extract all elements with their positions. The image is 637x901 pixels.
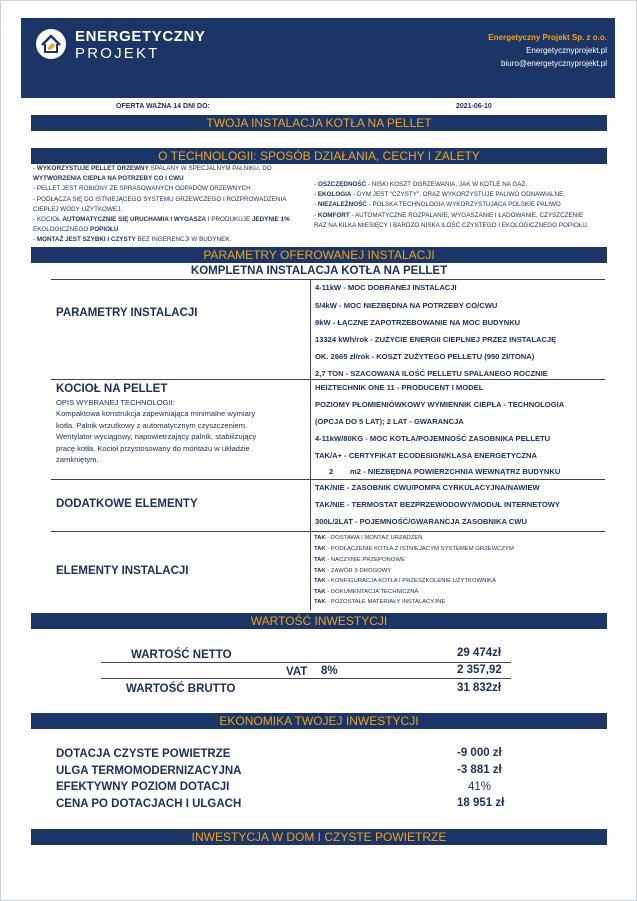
boiler-item: 4-11kW/80KG - MOC KOTŁA/POJEMNOŚĆ ZASOBNIKA PELLETU bbox=[315, 434, 551, 443]
boiler-item: (OPCJA DO 5 LAT); 2 LAT - GWARANCJA bbox=[315, 417, 464, 426]
param-item: 13324 kWh/rok - ZUŻYCIE ENERGII CIEPLNEJ PRZEZ INSTALACJĘ bbox=[315, 335, 557, 344]
technology-left-list: - WYKORZYSTUJE PELLET DRZEWNY SPALANY W SPECJALNYM PALNIKU, DO WYTWORZENIA CIEPŁA NA POTRZEBY CO I CWU - PELLET JEST ROBIONY ZE SPRASOWANYCH ODPADÓW DRZEWNYCH - PODŁĄCZA SIĘ DO ISTNIEJĄCEGO SYSTEMU GRZEWCZEGO I ROZPROWADZENIA CIEPŁEJ WODY UŻYTKOWEJ. - KOCIOŁ AUTOMATYCZNIE SIĘ URUCHAMIA I WYGASZA I PRODUKUJE JEDYNIE 1% EKOLOGICZNEGO POPIOŁU - MONTAŻ JEST SZYBKI I CZYSTY BEZ INGERENCJI W BUDYNEK. bbox=[33, 165, 290, 244]
param-item: 9kW - ŁĄCZNE ZAPOTRZEBOWANIE NA MOC BUDYNKU bbox=[315, 318, 521, 327]
section-bar-investment: INWESTYCJA W DOM I CZYSTE POWIETRZE bbox=[31, 829, 607, 845]
additional-item: TAK/NIE - ZASOBNIK CWU/POMPA CYRKULACYJNA/NAWIEW bbox=[315, 483, 540, 492]
company-website-link[interactable]: Energetycznyprojekt.pl bbox=[526, 46, 607, 55]
element-item: TAK - NACZYNIE PRZEPONOWE bbox=[314, 557, 405, 563]
boiler-area-value: 2 bbox=[329, 467, 334, 476]
divider bbox=[51, 379, 605, 380]
economics-label: ULGA TERMOMODERNIZACYJNA bbox=[56, 765, 242, 777]
brutto-value: 31 832zł bbox=[457, 682, 502, 694]
company-contact bbox=[488, 31, 607, 70]
boiler-heading: KOCIOŁ NA PELLET bbox=[56, 383, 168, 395]
economics-value: -9 000 zł bbox=[457, 747, 502, 759]
element-item: TAK - ZAWÓR 3-DROGOWY bbox=[314, 568, 392, 574]
economics-value: -3 881 zł bbox=[457, 764, 502, 776]
section-bar-value: WARTOŚĆ INWESTYCJI bbox=[31, 613, 607, 629]
param-item: OK. 2665 zł/rok - KOSZT ZUŻYTEGO PELLETU (950 Zł/TONA) bbox=[315, 352, 535, 361]
economics-value: 41% bbox=[468, 781, 492, 793]
boiler-item: HEIZTECHNIK ONE 11 - PRODUCENT I MODEL bbox=[315, 383, 484, 392]
boiler-description: OPIS WYBRANEJ TECHNOLOGII: Kompaktowa konstrukcja zapewniająca minimalne wymiary kotła. Palnik wrzutkowy z automatycznym czyszczeniem. Wentylator wyciągowy, napowietrzający palnik, stabilizujący pracę kotła. Kocioł przystosowany do montażu w układzie zamkniętym. bbox=[56, 398, 257, 465]
element-item: TAK - KONFIGURACJA KOTŁA I PRZESZKOLENIE UŻYTKOWNIKA bbox=[314, 578, 496, 584]
column-divider bbox=[310, 531, 311, 610]
technology-right-list: - OSZCZĘDNOŚĆ - NISKI KOSZT OGRZEWANIA, JAK W KOTLE NA GAZ. - EKOLOGIA - DYM JEST "CZYSTY", ORAZ WYKORZYSTUJE PALIWO ODNAWIALNE. - NIEZALEŻNOŚĆ - POLSKA TECHNOLOGIA WYKORZYSTUJĄCA POLSKIE PALIWO - KOMFORT - AUTOMATYCZNE ROZPALANIE, WYGASZANIE I ŁADOWANIE, CZYSZCZENIE RAZ NA KILKA MIESIĘCY I BARDZO NISKA ILOŚĆ CZYSTEGO I EKOLOGICZNEGO POPIOŁU. bbox=[314, 181, 589, 229]
company-name: Energetyczny Projekt Sp. z o.o. bbox=[488, 33, 607, 42]
column-divider bbox=[310, 279, 311, 379]
divider bbox=[101, 678, 511, 679]
element-item: TAK - DOSTAWA I MONTAŻ URZĄDZEŃ bbox=[314, 535, 423, 541]
netto-value: 29 474zł bbox=[457, 647, 502, 659]
column-divider bbox=[310, 479, 311, 531]
section-bar-economics: EKONOMIKA TWOJEJ INWESTYCJI bbox=[31, 713, 607, 729]
boiler-area-text: m2 - NIEZBĘDNA POWIERZCHNIA WEWNĄTRZ BUDYNKU bbox=[350, 467, 561, 476]
company-logo bbox=[33, 26, 223, 66]
vat-value: 2 357,92 bbox=[457, 664, 502, 676]
divider bbox=[51, 279, 605, 280]
boiler-item: POZIOMY PŁOMIENIÓWKOWY WYMIENNIK CIEPŁA - TECHNOLOGIA bbox=[315, 400, 565, 409]
vat-label: VAT bbox=[286, 666, 308, 678]
economics-label: DOTACJA CZYSTE POWIETRZE bbox=[56, 748, 231, 760]
element-item: TAK - DOKUMENTACJA TECHNICZNA bbox=[314, 589, 419, 595]
elements-heading: ELEMENTY INSTALACJI bbox=[56, 565, 189, 577]
offer-validity-label: OFERTA WAŻNA 14 DNI DO: bbox=[116, 103, 210, 110]
divider bbox=[51, 531, 605, 532]
boiler-item: TAK/A+ - CERTYFIKAT ECODESIGN/KLASA ENERGETYCZNA bbox=[315, 451, 537, 460]
param-item: 4-11kW - MOC DOBRANEJ INSTALACJI bbox=[315, 283, 457, 292]
param-item: 2,7 TON - SZACOWANA ILOŚĆ PELLETU SPALANEGO ROCZNIE bbox=[315, 369, 548, 378]
logo-text-line2: PROJEKT bbox=[75, 45, 160, 62]
additional-heading: DODATKOWE ELEMENTY bbox=[56, 498, 198, 510]
section-bar-technology: O TECHNOLOGII: SPOSÓB DZIAŁANIA, CECHY I ZALETY bbox=[31, 148, 607, 164]
netto-label: WARTOŚĆ NETTO bbox=[131, 649, 232, 661]
brutto-label: WARTOŚĆ BRUTTO bbox=[126, 683, 236, 695]
column-divider bbox=[310, 379, 311, 479]
vat-rate: 8% bbox=[321, 665, 338, 677]
divider bbox=[101, 662, 511, 663]
additional-item: 300L/2LAT - POJEMNOŚĆ/GWARANCJA ZASOBNIKA CWU bbox=[315, 517, 527, 526]
offer-validity-date: 2021-06-10 bbox=[456, 103, 492, 110]
house-leaf-icon bbox=[33, 26, 69, 62]
header-banner bbox=[21, 18, 615, 98]
economics-label: CENA PO DOTACJACH I ULGACH bbox=[56, 798, 242, 810]
economics-label: EFEKTYWNY POZIOM DOTACJI bbox=[56, 781, 230, 793]
boiler-description-label: OPIS WYBRANEJ TECHNOLOGII: bbox=[56, 398, 175, 407]
divider bbox=[51, 479, 605, 480]
company-email-link[interactable]: biuro@energetycznyprojekt.pl bbox=[501, 59, 607, 68]
section-bar-installation: TWOJA INSTALACJA KOTŁA NA PELLET bbox=[31, 115, 607, 131]
params-heading: PARAMETRY INSTALACJI bbox=[56, 307, 198, 319]
economics-value: 18 951 zł bbox=[457, 797, 505, 809]
additional-item: TAK/NIE - TERMOSTAT BEZPRZEWODOWY/MODUŁ INTERNETOWY bbox=[315, 500, 560, 509]
installation-subtitle: KOMPLETNA INSTALACJA KOTŁA NA PELLET bbox=[190, 265, 448, 277]
element-item: TAK - POZOSTAŁE MATERIAŁY INSTALACYJNE bbox=[314, 599, 446, 605]
section-bar-parameters: PARAMETRY OFEROWANEJ INSTALACJI bbox=[31, 247, 607, 263]
logo-text-line1: ENERGETYCZNY bbox=[75, 28, 206, 45]
param-item: 5/4kW - MOC NIEZBĘDNA NA POTRZEBY CO/CWU bbox=[315, 301, 498, 310]
element-item: TAK - PODŁĄCZENIE KOTŁA Z ISTNIEJĄCYM SYSTEMEM GRZEWCZYM bbox=[314, 546, 514, 552]
